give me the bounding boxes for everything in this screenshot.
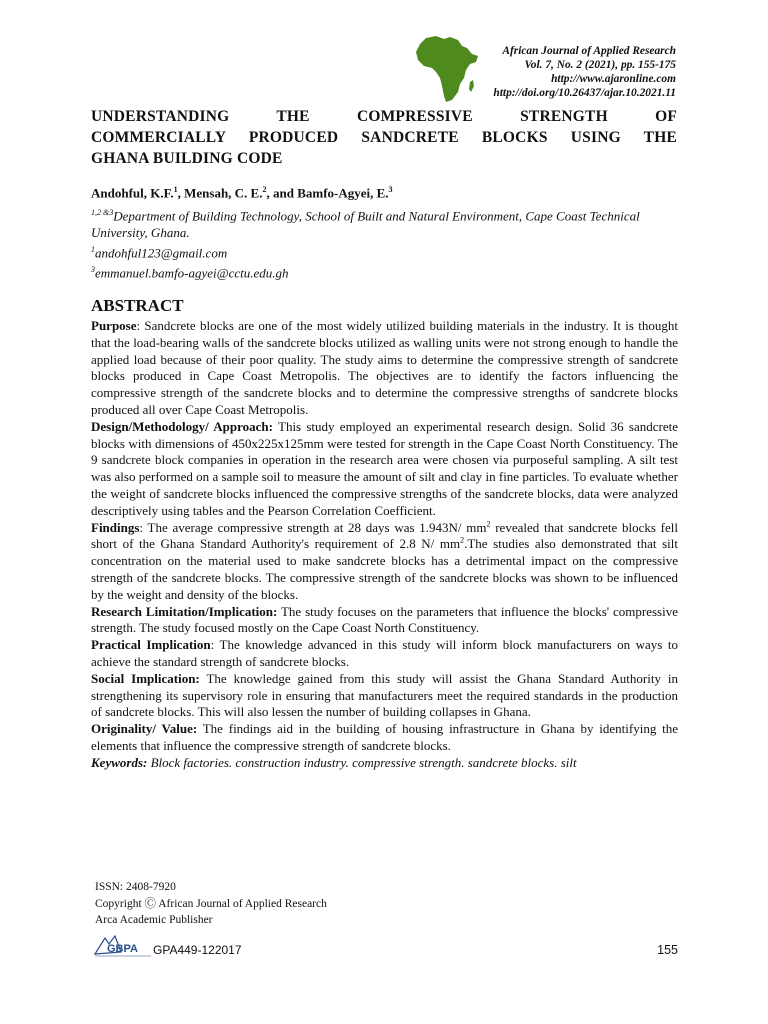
design-text: This study employed an experimental research design. Solid 36 sandcrete blocks with dimensions of 450x225x125mm were tested for strength in the Cape Coast North Constituency. The 9 sandcrete block companies in operation in the research area were chosen via purposeful sampling. A silt test was also performed on a sample soil to measure the amount of silt and clay in fine particles. To evaluate whether the weight of sandcrete blocks influenced the compressive strengths of the sandcrete blocks, data were analyzed descriptively using tables and the Pearson Correlation Coefficient. — [91, 418, 679, 518]
author-3-sup: 3 — [388, 185, 393, 194]
gbpa-logo — [93, 930, 153, 960]
practical-text: : The knowledge advanced in this study will inform block manufacturers on ways to achieve the standard strength of sandcrete blocks. — [91, 637, 678, 669]
gbpa-code: GPA449-122017 — [153, 943, 242, 957]
abstract-heading: ABSTRACT — [91, 296, 184, 315]
publisher: Arca Academic Publisher — [95, 914, 213, 926]
email-2-sup: 3 — [91, 265, 95, 275]
keywords-label: Keywords: — [91, 754, 148, 770]
author-3: , and Bamfo-Agyei, E. — [266, 185, 389, 201]
affiliation-block — [91, 205, 677, 282]
social-label: Social Implication: — [91, 670, 200, 686]
findings-paragraph — [91, 520, 678, 604]
affiliation — [91, 205, 677, 242]
originality-paragraph — [91, 721, 678, 755]
findings-sup-1: 2 — [486, 519, 491, 529]
limitation-text: The study focuses on the parameters that influence the blocks' compressive strength. The study focused mostly on the Cape Coast North Constituency. — [91, 603, 678, 636]
author-1-sup: 1 — [173, 185, 178, 194]
keywords-text: Block factories. construction industry. compressive strength. sandcrete blocks. silt — [147, 754, 577, 770]
email-1-text[interactable]: andohful123@gmail.com — [95, 245, 228, 261]
purpose-label: Purpose — [91, 318, 137, 333]
findings-label: Findings — [91, 519, 140, 535]
originality-label: Originality/ Value: — [91, 721, 198, 737]
author-2-sup: 2 — [262, 185, 267, 194]
affiliation-sup: 1,2 &3 — [91, 208, 114, 217]
limitation-paragraph — [91, 604, 678, 638]
journal-volume: Vol. 7, No. 2 (2021), pp. 155-175 — [524, 59, 676, 71]
findings-text-2: revealed that sandcrete blocks fell short of the Ghana Standard Authority's requirement of 2.8 N/ mm — [91, 519, 679, 552]
paper-title — [91, 106, 677, 169]
email-1-sup: 1 — [91, 244, 95, 254]
journal-header — [493, 44, 676, 100]
email-2 — [91, 262, 677, 282]
email-2-text[interactable]: emmanuel.bamfo-agyei@cctu.edu.gh — [95, 265, 289, 281]
journal-website[interactable]: http://www.ajaronline.com — [551, 73, 676, 85]
copyright: Copyright Ⓒ African Journal of Applied Research — [95, 897, 327, 910]
title-line-2: COMMERCIALLY PRODUCED SANDCRETE BLOCKS USING THE — [91, 129, 677, 146]
findings-text-1: : The average compressive strength at 28 days was 1.943N/ mm — [139, 519, 487, 535]
design-paragraph — [91, 419, 678, 520]
affiliation-text: Department of Building Technology, School of Built and Natural Environment, Cape Coast Technical University, Ghana. — [91, 208, 640, 241]
africa-map-logo — [414, 34, 480, 104]
limitation-label: Research Limitation/Implication: — [91, 603, 278, 619]
abstract-body — [91, 318, 678, 772]
title-line-1: UNDERSTANDING THE COMPRESSIVE STRENGTH OF — [91, 108, 677, 125]
findings-text-3: .The studies also demonstrated that silt concentration on the material used to make sandcrete blocks has a detrimental impact on the compressive strength of the sandcrete blocks. The compressive strength of the sandcrete blocks was shown to be influenced by the weight and density of the blocks. — [91, 536, 678, 602]
email-1 — [91, 242, 677, 262]
social-paragraph — [91, 671, 678, 721]
practical-paragraph — [91, 637, 678, 671]
design-label: Design/Methodology/ Approach: — [91, 418, 273, 434]
issn: ISSN: 2408-7920 — [95, 881, 176, 893]
purpose-paragraph — [91, 318, 678, 419]
africa-shape — [416, 36, 478, 102]
keywords-paragraph — [91, 755, 678, 772]
page-footer — [95, 879, 327, 929]
journal-doi[interactable]: http://doi.org/10.26437/ajar.10.2021.11 — [493, 87, 676, 99]
journal-name: African Journal of Applied Research — [502, 45, 676, 57]
purpose-text: : Sandcrete blocks are one of the most widely utilized building materials in the industry. It is thought that the load-bearing walls of the sandcrete blocks utilized as walling units were not strong enough to handle the applied load because of their poor quality. The study aims to determine the compressive strength of sandcrete blocks produced in Cape Coast Metropolis. The objectives are to identify the factors influencing the compressive strength of the sandcrete blocks and to determine the compressive strengths of sandcrete blocks produced all over Cape Coast Metropolis. — [91, 318, 678, 417]
author-2: , Mensah, C. E. — [177, 185, 263, 201]
findings-sup-2: 2 — [460, 536, 465, 546]
originality-text: The findings aid in the building of housing infrastructure in Ghana by identifying the elements that influence the compressive strength of sandcrete blocks. — [91, 721, 678, 753]
title-line-3: GHANA BUILDING CODE — [91, 150, 283, 167]
page-number: 155 — [657, 943, 678, 957]
practical-label: Practical Implication — [91, 637, 211, 653]
social-text: The knowledge gained from this study will assist the Ghana Standard Authority in strengthening its supervisory role in ensuring that manufacturers meet the required standards in the production of sandcrete blocks. This will also lessen the number of building collapses in Ghana. — [91, 670, 678, 720]
madagascar-shape — [469, 80, 474, 92]
author-1: Andohful, K.F. — [91, 185, 174, 201]
author-list — [91, 185, 393, 201]
gbpa-logo-text: GBPA — [107, 943, 138, 955]
